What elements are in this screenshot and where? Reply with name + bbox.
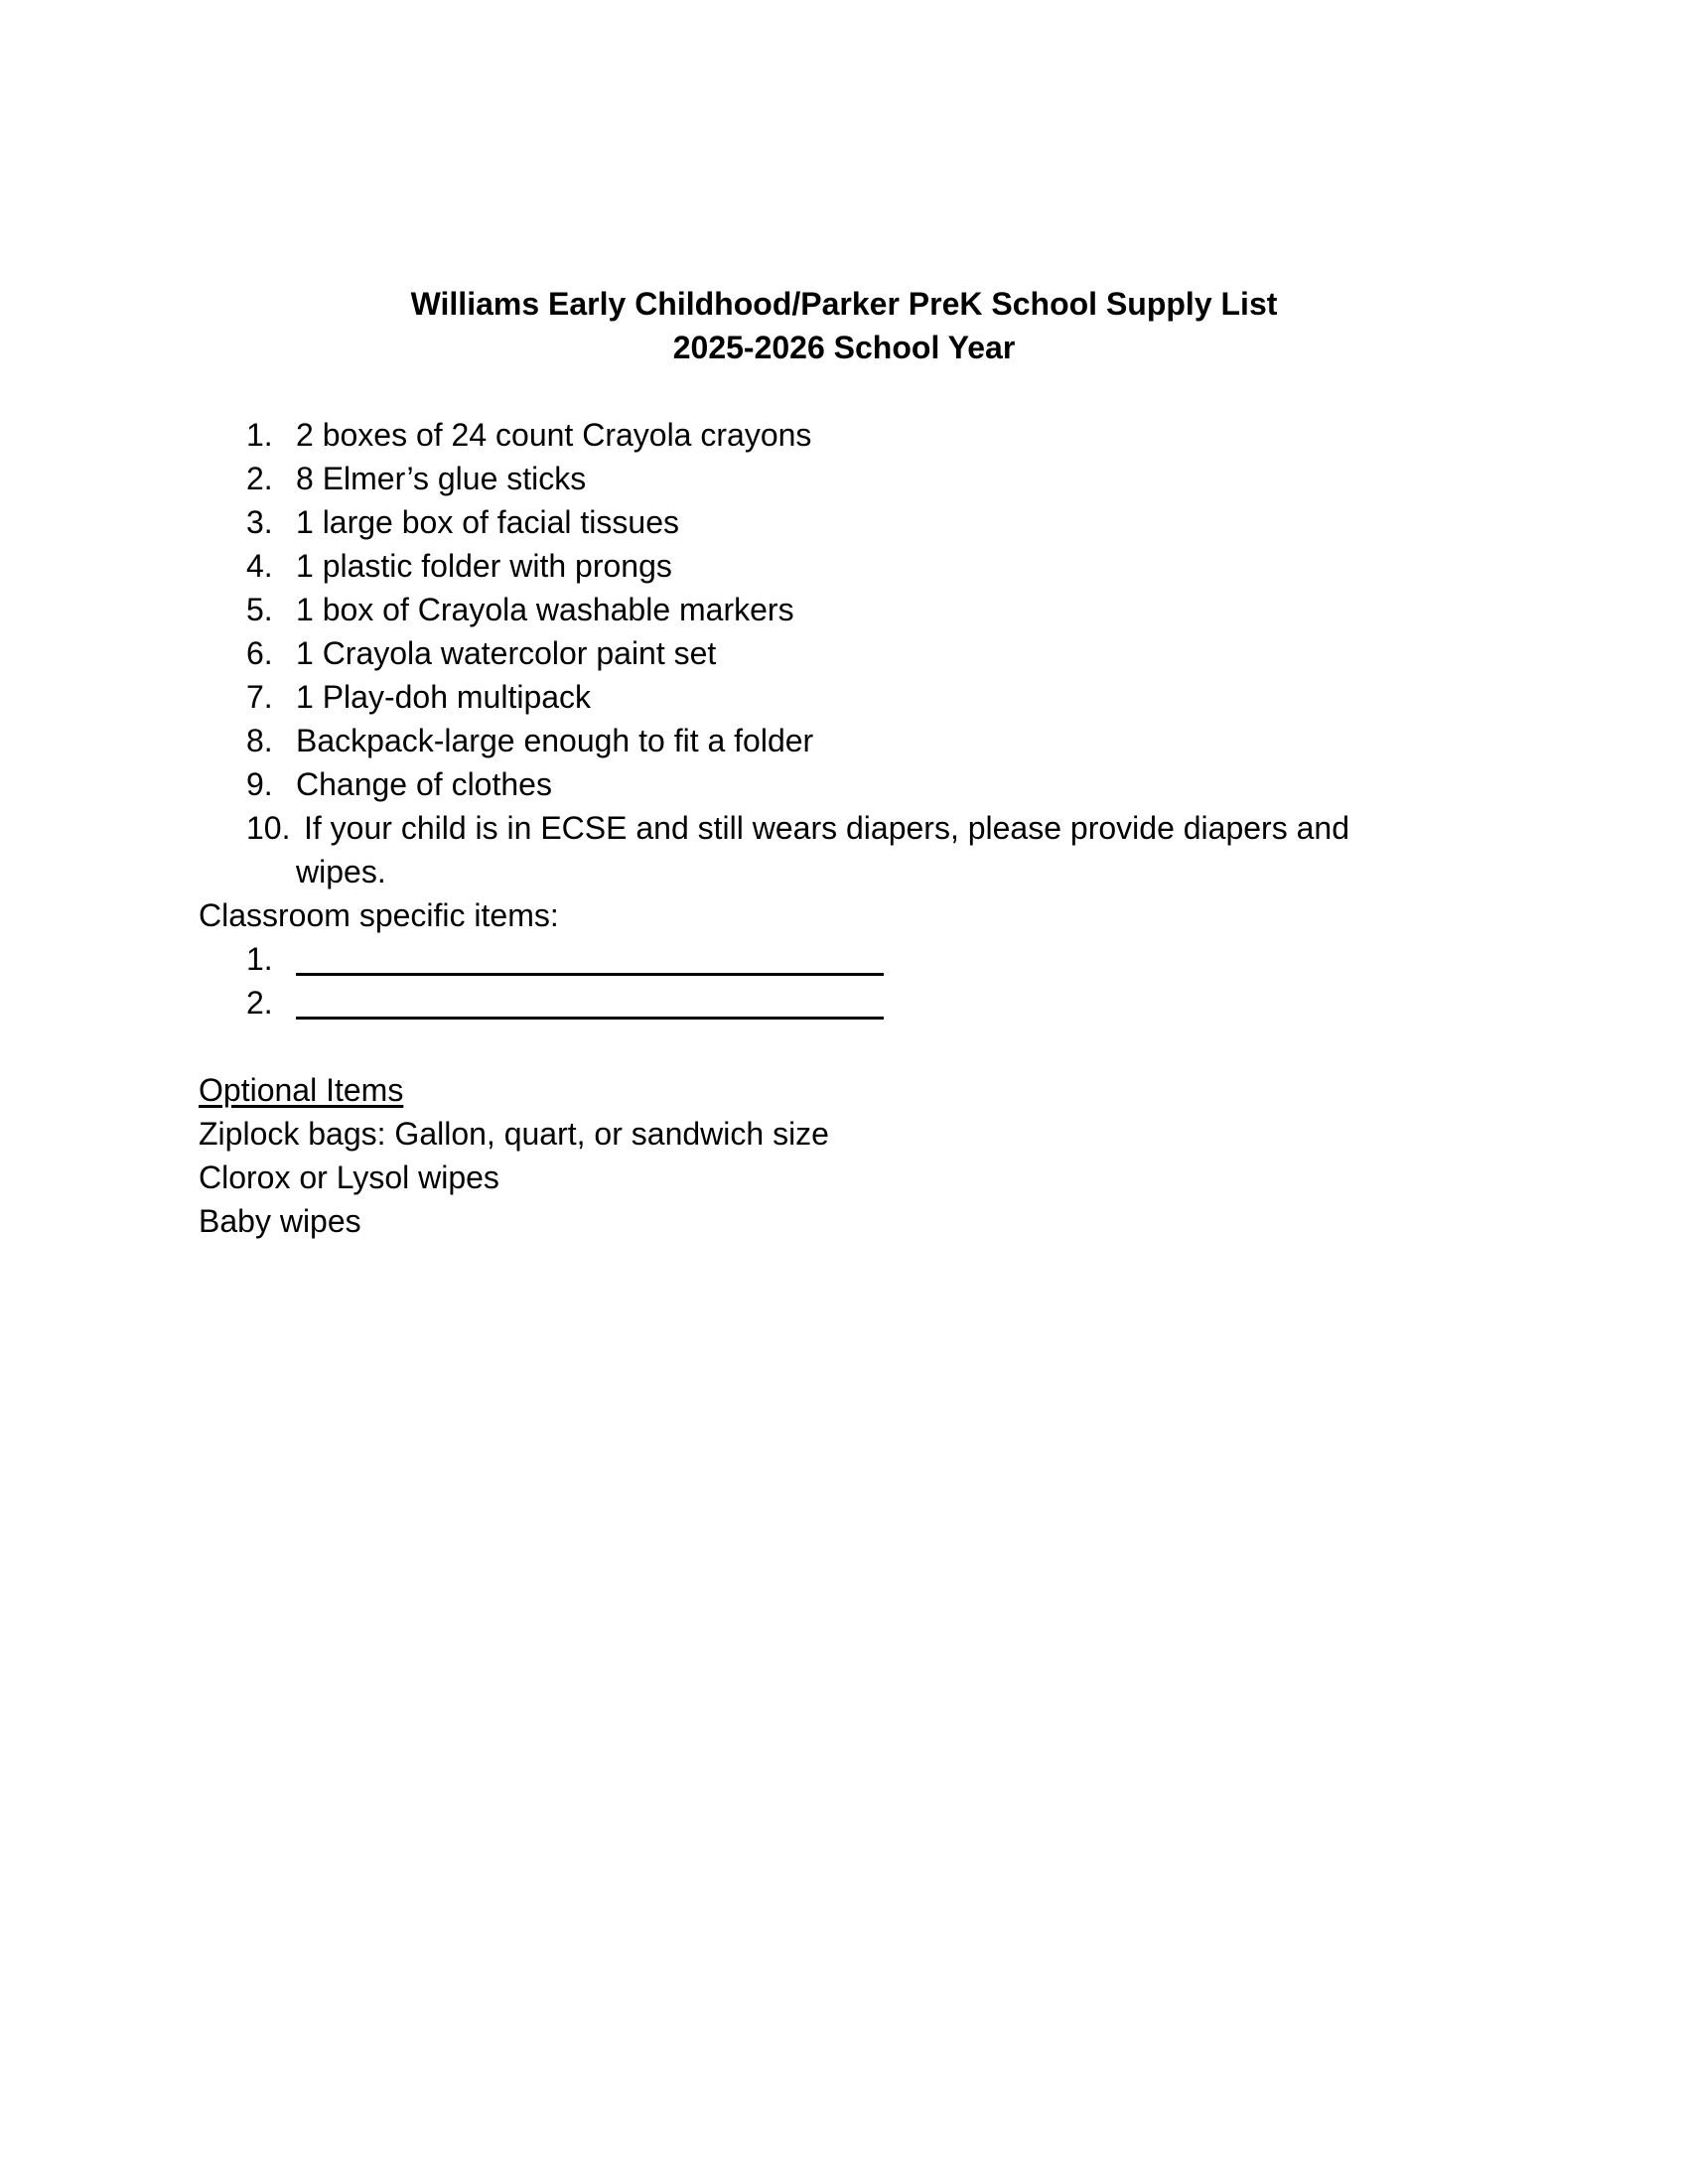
- blank-item-number: 1.: [246, 941, 273, 977]
- list-item: [199, 588, 1489, 631]
- item-number: 3.: [246, 504, 273, 540]
- item-text: 2 boxes of 24 count Crayola crayons: [296, 417, 812, 453]
- item-text: 1 plastic folder with prongs: [296, 548, 672, 584]
- optional-item-text: Baby wipes: [199, 1203, 361, 1239]
- list-item: [199, 719, 1489, 762]
- item-text: Change of clothes: [296, 766, 552, 802]
- list-item-continuation: [199, 850, 1489, 893]
- item-number: 9.: [246, 766, 273, 802]
- list-item: [199, 806, 1489, 850]
- blank-item-number: 2.: [246, 985, 273, 1021]
- item-text: If your child is in ECSE and still wears diapers, please provide diapers and: [304, 810, 1349, 846]
- item-number: 8.: [246, 723, 273, 758]
- school-year-subtitle: 2025-2026 School Year: [672, 330, 1016, 365]
- item-number: 5.: [246, 592, 273, 627]
- list-item: [199, 500, 1489, 544]
- optional-heading-row: [199, 1068, 1489, 1112]
- item-text-continuation: wipes.: [296, 854, 386, 889]
- item-number: 2.: [246, 461, 273, 496]
- optional-items-heading: Optional Items: [199, 1072, 404, 1108]
- optional-item: [199, 1112, 1489, 1156]
- list-item: [199, 675, 1489, 719]
- list-item: [199, 413, 1489, 457]
- item-text: 1 Play-doh multipack: [296, 679, 592, 715]
- list-item: [199, 544, 1489, 588]
- item-text: Backpack-large enough to fit a folder: [296, 723, 814, 758]
- optional-item: [199, 1156, 1489, 1199]
- list-item: [199, 631, 1489, 675]
- supply-list: [199, 413, 1489, 1243]
- optional-item-text: Ziplock bags: Gallon, quart, or sandwich size: [199, 1116, 829, 1152]
- item-number: 7.: [246, 679, 273, 715]
- item-text: 1 large box of facial tissues: [296, 504, 679, 540]
- classroom-items-heading: Classroom specific items:: [199, 897, 559, 933]
- blank-item: [199, 937, 1489, 981]
- item-number: 1.: [246, 417, 273, 453]
- document-title: Williams Early Childhood/Parker PreK School Supply List: [410, 286, 1278, 322]
- item-text: 1 box of Crayola washable markers: [296, 592, 794, 627]
- section-spacer: [199, 1024, 1489, 1068]
- classroom-heading-row: [0, 893, 1489, 937]
- item-text: 1 Crayola watercolor paint set: [296, 635, 717, 671]
- optional-item: [199, 1199, 1489, 1243]
- optional-item-text: Clorox or Lysol wipes: [199, 1160, 499, 1195]
- list-item: [199, 762, 1489, 806]
- item-number: 10.: [246, 810, 291, 846]
- item-number: 6.: [246, 635, 273, 671]
- fill-in-line: [296, 1017, 884, 1020]
- item-number: 4.: [246, 548, 273, 584]
- fill-in-line: [296, 973, 884, 976]
- title-block: [0, 282, 1688, 369]
- blank-item: [199, 981, 1489, 1024]
- list-item: [199, 457, 1489, 500]
- item-text: 8 Elmer’s glue sticks: [296, 461, 587, 496]
